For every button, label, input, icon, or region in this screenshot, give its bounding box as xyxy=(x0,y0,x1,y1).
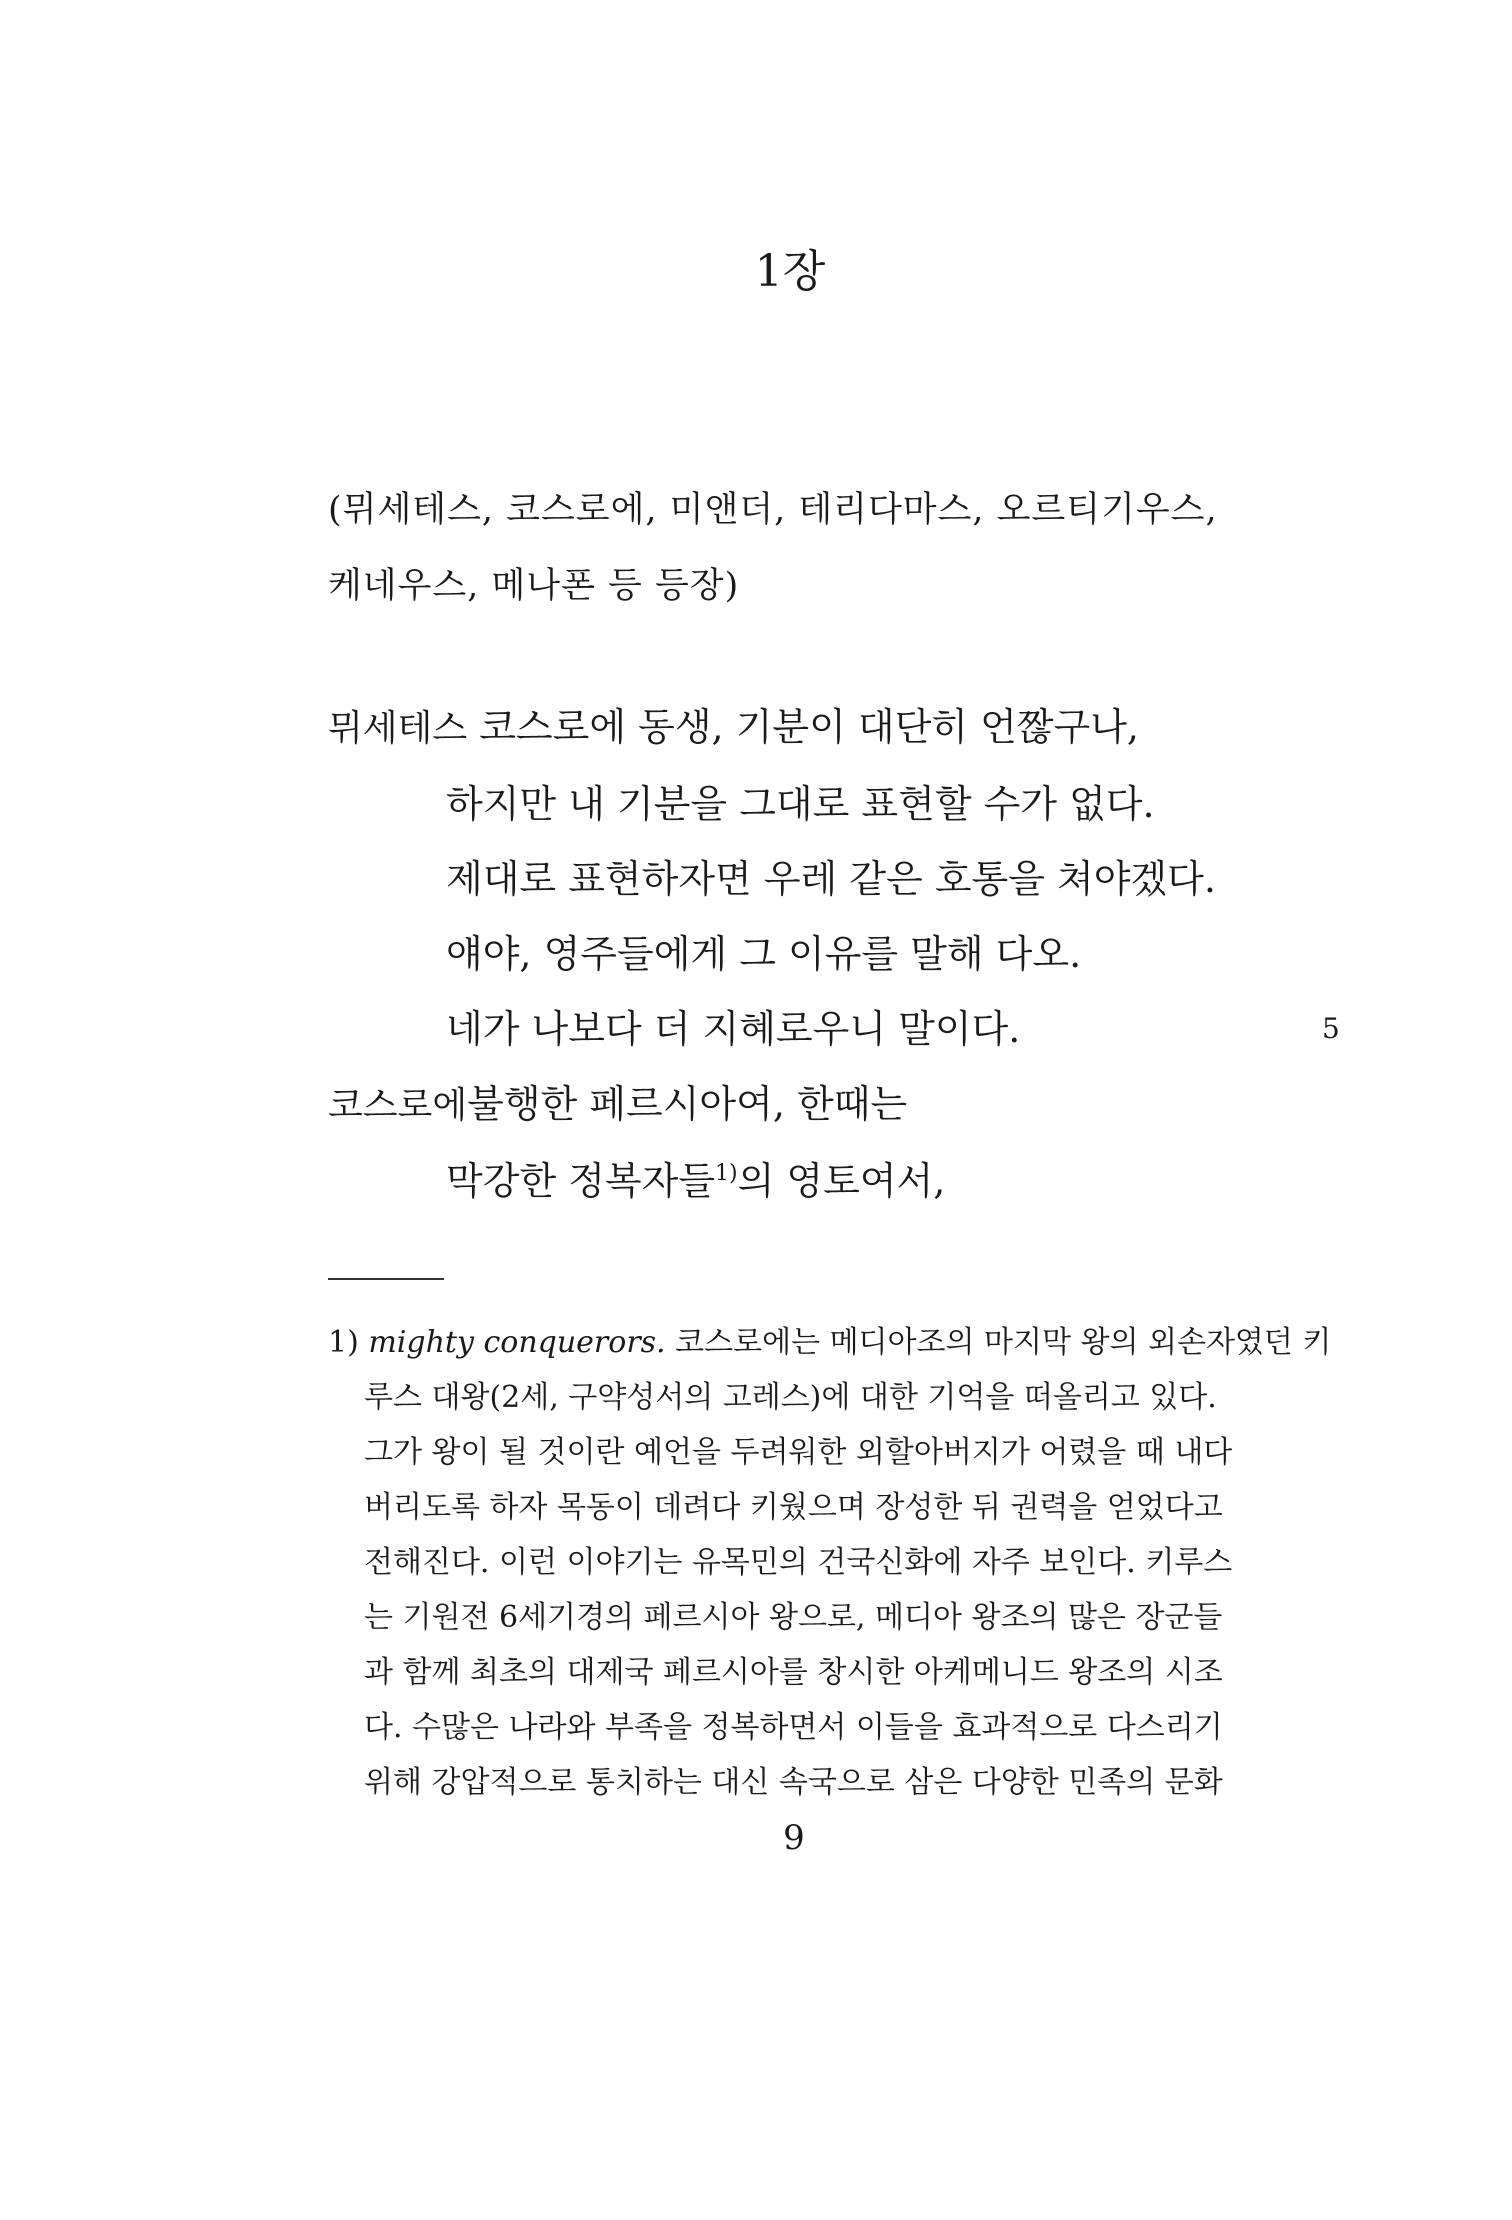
footnote-line: 과 함께 최초의 대제국 페르시아를 창시한 아케메니드 왕조의 시조 xyxy=(364,1655,1223,1690)
verse-line xyxy=(328,705,1140,749)
footnote-text: 코스로에는 메디아조의 마지막 왕의 외손자였던 키 xyxy=(675,1325,1332,1360)
verse-line: 제대로 표현하자면 우레 같은 호통을 쳐야겠다. xyxy=(446,857,1216,901)
verse-text: 불행한 페르시아여, 한때는 xyxy=(467,1082,908,1126)
chapter-title: 1장 xyxy=(754,246,826,297)
footnote-line: 루스 대왕(2세, 구약성서의 고레스)에 대한 기억을 떠올리고 있다. xyxy=(364,1380,1217,1415)
speaker-name: 뮈세테스 xyxy=(328,708,468,749)
footnote-line: 버리도록 하자 목동이 데려다 키웠으며 장성한 뒤 권력을 얻었다고 xyxy=(364,1490,1223,1525)
speaker-name: 코스로에 xyxy=(328,1085,468,1126)
line-number: 5 xyxy=(1322,1012,1340,1045)
verse-text: 의 영토여서, xyxy=(737,1159,946,1203)
verse-text: 막강한 정복자들 xyxy=(446,1159,716,1203)
footnote-line xyxy=(328,1325,1332,1360)
footnote-line: 전해진다. 이런 이야기는 유목민의 건국신화에 자주 보인다. 키루스 xyxy=(364,1545,1233,1580)
footnote-line: 위해 강압적으로 통치하는 대신 속국으로 삼은 다양한 민족의 문화 xyxy=(364,1765,1223,1800)
page-number: 9 xyxy=(783,1818,805,1858)
verse-text: 코스로에 동생, 기분이 대단히 언짢구나, xyxy=(479,705,1140,749)
verse-line xyxy=(446,1159,946,1203)
footnote-line: 그가 왕이 될 것이란 예언을 두려워한 외할아버지가 어렸을 때 내다 xyxy=(364,1435,1233,1470)
footnote-line: 는 기원전 6세기경의 페르시아 왕으로, 메디아 왕조의 많은 장군들 xyxy=(364,1600,1223,1635)
verse-line xyxy=(328,1082,908,1126)
footnote-reference: 1) xyxy=(715,1161,738,1186)
footnote-marker: 1) xyxy=(328,1325,359,1360)
verse-line: 하지만 내 기분을 그대로 표현할 수가 없다. xyxy=(446,782,1155,826)
cast-list-line-2: 케네우스, 메나폰 등 등장) xyxy=(328,566,740,606)
cast-list-line-1: (뮈세테스, 코스로에, 미앤더, 테리다마스, 오르티기우스, xyxy=(328,490,1218,530)
verse-line: 얘야, 영주들에게 그 이유를 말해 다오. xyxy=(446,932,1082,976)
footnote-separator xyxy=(328,1278,444,1280)
footnote-line: 다. 수많은 나라와 부족을 정복하면서 이들을 효과적으로 다스리기 xyxy=(364,1710,1223,1745)
verse-line: 네가 나보다 더 지혜로우니 말이다. xyxy=(446,1007,1021,1051)
footnote-term: mighty conquerors. xyxy=(368,1325,666,1360)
